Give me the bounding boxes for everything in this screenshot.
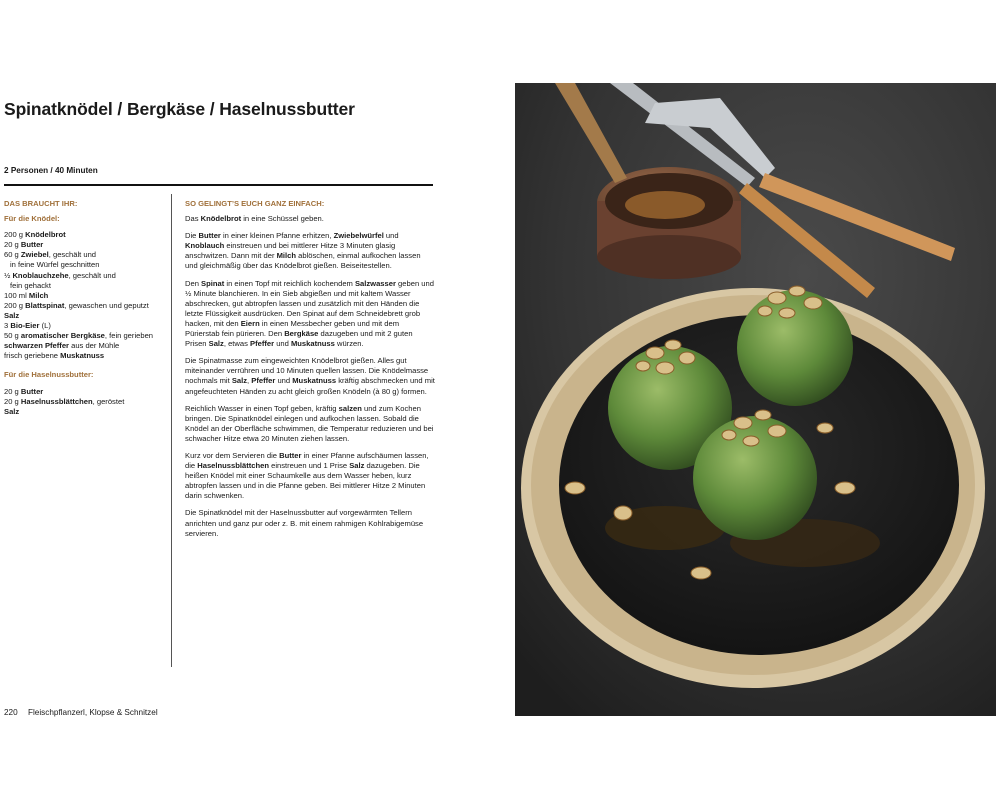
ingredient-line: 200 g Blattspinat, gewaschen und geputzt bbox=[4, 300, 149, 310]
servings-time: 2 Personen / 40 Minuten bbox=[4, 166, 98, 175]
ingredient-line: Salz bbox=[4, 406, 20, 416]
header-rule bbox=[4, 184, 433, 186]
ingredient-list-knoedel bbox=[4, 230, 164, 361]
ingredient-line: schwarzen Pfeffer aus der Mühle bbox=[4, 341, 120, 351]
ingredients-heading: DAS BRAUCHT IHR: bbox=[4, 199, 78, 208]
ingredient-line: in feine Würfel geschnitten bbox=[10, 260, 100, 270]
ingredients-column bbox=[4, 199, 164, 417]
method-paragraph: Den Spinat in einen Topf mit reichlich kochendem Salzwasser geben und ½ Minute blanchieren. In ein Sieb abgießen und mit kaltem Wasser abschrecken, gut abtropfen lassen und zusätzlich mit den Händen die letzte Flüssigkeit ausdrücken. Den Spinat auf dem Schneidebrett grob hacken, mit den Eiern in einen Messbecher geben und mit dem Pürierstab fein pürieren. Den Bergkäse dazugeben und mit 2 guten Prisen Salz, etwas Pfeffer und Muskatnuss würzen. bbox=[185, 278, 434, 349]
ingredient-line: Salz bbox=[4, 310, 20, 320]
method-paragraph: Die Spinatknödel mit der Haselnussbutter auf vorgewärmten Tellern anrichten und ganz pur oder z. B. mit einem rahmigen Kohlrabigemüse servieren. bbox=[185, 508, 424, 538]
method-paragraph: Kurz vor dem Servieren die Butter in einer Pfanne aufschäumen lassen, die Haselnussblättchen einstreuen und 1 Prise Salz dazugeben. Die heißen Knödel mit einer Schaumkelle aus dem Wasser heben, kurz abtropfen lassen und in die Pfanne geben. Bei mittlerer Hitze 2 Minuten darin schwenken. bbox=[185, 450, 429, 501]
ingredient-line: ½ Knoblauchzehe, geschält und bbox=[4, 270, 116, 280]
chapter-title: Fleischpflanzerl, Klopse & Schnitzel bbox=[27, 708, 158, 717]
method-paragraph: Das Knödelbrot in eine Schüssel geben. bbox=[185, 214, 324, 224]
method-steps bbox=[185, 214, 435, 539]
ingredients-group-label: Für die Haselnussbutter: bbox=[4, 370, 94, 380]
column-divider bbox=[171, 194, 172, 667]
method-heading: SO GELINGT’S EUCH GANZ EINFACH: bbox=[185, 199, 325, 208]
recipe-title: Spinatknödel / Bergkäse / Haselnussbutter bbox=[4, 99, 355, 119]
page-number: 220 bbox=[4, 708, 18, 717]
ingredient-line: 200 g Knödelbrot bbox=[4, 230, 66, 240]
method-paragraph: Die Butter in einer kleinen Pfanne erhitzen, Zwiebelwürfel und Knoblauch einstreuen und bei mittlerer Hitze 3 Minuten glasig anschwitzen. Dann mit der Milch ablöschen, einmal aufkochen lassen und gleichmäßig über das Knödelbrot gießen. Beiseitestellen. bbox=[185, 231, 421, 271]
ingredient-line: 50 g aromatischer Bergkäse, fein gerieben bbox=[4, 331, 154, 341]
ingredient-line: 20 g Butter bbox=[4, 386, 44, 396]
ingredient-list-haselnussbutter bbox=[4, 387, 164, 417]
method-paragraph: Reichlich Wasser in einen Topf geben, kräftig salzen und zum Kochen bringen. Die Spinatknödel einlegen und aufkochen lassen. Sobald die Knödel an der Oberfläche schwimmen, die Temperatur reduzieren und bei schwacher Hitze etwa 20 Minuten ziehen lassen. bbox=[185, 403, 434, 443]
method-paragraph: Die Spinatmasse zum eingeweichten Knödelbrot gießen. Alles gut miteinander verrühren und 10 Minuten quellen lassen. Die Knödelmasse nochmals mit Salz, Pfeffer und Muskatnuss kräftig abschmecken und mit angefeuchteten Händen zu acht gleich großen Knödeln (à 80 g) formen. bbox=[185, 356, 435, 396]
ingredient-line: fein gehackt bbox=[10, 280, 51, 290]
ingredients-group-label: Für die Knödel: bbox=[4, 214, 60, 224]
ingredient-line: 20 g Haselnussblättchen, geröstet bbox=[4, 396, 125, 406]
ingredient-line: 60 g Zwiebel, geschält und bbox=[4, 250, 97, 260]
dish-photo bbox=[515, 83, 996, 716]
ingredient-line: 3 Bio-Eier (L) bbox=[4, 321, 51, 331]
method-column bbox=[185, 199, 435, 546]
page-footer bbox=[4, 708, 158, 717]
ingredient-line: 100 ml Milch bbox=[4, 290, 49, 300]
ingredient-line: frisch geriebene Muskatnuss bbox=[4, 351, 105, 361]
ingredient-line: 20 g Butter bbox=[4, 240, 44, 250]
